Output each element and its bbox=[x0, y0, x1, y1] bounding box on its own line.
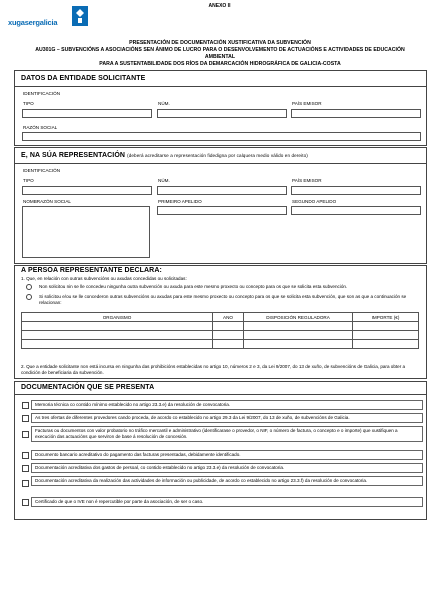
num-label: NÚM. bbox=[158, 178, 170, 183]
doc-checkbox-7[interactable] bbox=[22, 499, 29, 506]
num-field[interactable] bbox=[157, 109, 287, 118]
doc-item-4: Documento bancario acreditativo do pagamento das facturas presentadas, debidamente identificado. bbox=[31, 450, 423, 460]
num-field[interactable] bbox=[157, 186, 287, 195]
razon-label: RAZÓN SOCIAL bbox=[23, 125, 58, 130]
pais-field[interactable] bbox=[291, 186, 421, 195]
representacion-section bbox=[14, 147, 427, 264]
table-header-row bbox=[22, 313, 419, 322]
declara-section bbox=[14, 265, 427, 379]
logo-text: xugasergalicia bbox=[8, 18, 58, 27]
doc-checkbox-4[interactable] bbox=[22, 452, 29, 459]
section-title-text: E, NA SÚA REPRESENTACIÓN bbox=[21, 152, 126, 159]
option-yes-radio[interactable] bbox=[26, 294, 32, 300]
pais-field[interactable] bbox=[291, 109, 421, 118]
col-ano: ANO bbox=[213, 313, 244, 322]
option-no-radio[interactable] bbox=[26, 284, 32, 290]
doc-item-6: Documentación acreditativa da realización das actividades de información ou publicidade, de acordo co establecido no artigo 23.3.f) da resolución de convocatoria. bbox=[31, 476, 423, 486]
xunta-emblem-icon bbox=[72, 6, 88, 26]
doc-checkbox-1[interactable] bbox=[22, 402, 29, 409]
documentacion-section bbox=[14, 381, 427, 520]
doc-item-3: Facturas ou documentos con valor probatorio no tráfico mercantil e administrativo (identificarase o provedor, o NIF, o número de factura, o concepto e o importe) que xustifiquen a execución das actuacións que serviron de base á resolución de concesión. bbox=[31, 426, 423, 442]
doc-checkbox-3[interactable] bbox=[22, 431, 29, 438]
tipo-label: TIPO bbox=[23, 178, 34, 183]
title-line-2: AU301G – SUBVENCIÓNS A ASOCIACIÓNS SEN ÁNIMO DE LUCRO PARA O DESENVOLVEMENTO DE ACTUACIÓNS E ACTIVIDADES DE EDUCACIÓN AMBIENTAL bbox=[35, 47, 405, 60]
doc-item-2: As tres ofertas de diferentes provedores cando proceda, de acordo co establecido no artigo 29.3 da Lei 9/2007, do 13 de xuño, de subvencións de Galicia. bbox=[31, 413, 423, 423]
num-label: NÚM. bbox=[158, 101, 170, 106]
col-importe: IMPORTE (€) bbox=[353, 313, 419, 322]
doc-item-5: Documentación acreditativa dos gastos de persoal, co contido establecido no artigo 23.3.e) da resolución de convocatoria. bbox=[31, 463, 423, 473]
apelido1-label: PRIMEIRO APELIDO bbox=[158, 199, 202, 204]
option-no-label: Non solicitou nin se lle concedeu ningunha outra subvención ou axuda para este mesmo proxecto ou concepto para os que se solicita esta subvención. bbox=[39, 284, 348, 289]
question-1: 1. Que, en relación con outras subvencións ou axudas concedidas ou solicitadas: bbox=[21, 276, 187, 281]
apelido2-label: SEGUNDO APELIDO bbox=[292, 199, 337, 204]
section-title bbox=[21, 152, 308, 159]
solicitante-section bbox=[14, 70, 427, 146]
doc-checkbox-5[interactable] bbox=[22, 465, 29, 472]
section-title: A PERSOA REPRESENTANTE DECLARA: bbox=[21, 267, 162, 274]
option-yes-label: Si solicitou e/ou se lle concederon outras subvencións ou axudas para este mesmo proxecto ou concepto para os que se solicita esta subvención, que son as que a continuación se relacionan: bbox=[39, 294, 407, 305]
tipo-field[interactable] bbox=[22, 109, 152, 118]
document-title bbox=[20, 40, 420, 68]
apelido2-field[interactable] bbox=[291, 206, 421, 215]
table-row bbox=[22, 322, 419, 331]
identificacion-label: IDENTIFICACIÓN bbox=[23, 168, 61, 173]
doc-item-1: Memoria técnica co contido mínimo establecido no artigo 23.3.e) da resolución de convocatoria. bbox=[31, 400, 423, 410]
doc-checkbox-2[interactable] bbox=[22, 415, 29, 422]
nombre-label: NOMBRAZÓN SOCIAL bbox=[23, 199, 71, 204]
section-title: DOCUMENTACIÓN QUE SE PRESENTA bbox=[21, 384, 155, 391]
section-note: (deberá acreditarse a representación fidedigna por calquera medio válido en dereito) bbox=[127, 153, 308, 158]
annex-label: ANEXO II bbox=[208, 3, 231, 9]
question-2: 2. Que a entidade solicitante non está incursa en ningunha das prohibicións establecidas no artigo 10, números 2 e 3, da Lei 9/2007, do 13 de xuño, de subvencións de Galicia, para obter a condición de beneficiaria da subvención. bbox=[21, 364, 406, 375]
col-disposicion: DISPOSICIÓN REGULADORA bbox=[244, 313, 353, 322]
pais-label: PAÍS EMISOR bbox=[292, 178, 322, 183]
title-line-1: PRESENTACIÓN DE DOCUMENTACIÓN XUSTIFICATIVA DA SUBVENCIÓN bbox=[129, 40, 311, 46]
table-row bbox=[22, 331, 419, 340]
subsidies-table bbox=[21, 312, 419, 349]
pais-label: PAÍS EMISOR bbox=[292, 101, 322, 106]
table-row bbox=[22, 340, 419, 349]
tipo-label: TIPO bbox=[23, 101, 34, 106]
doc-item-7: Certificado de que o IVE non é repercutible por parte da asociación, de ser o caso. bbox=[31, 497, 423, 507]
doc-checkbox-6[interactable] bbox=[22, 480, 29, 487]
title-line-3: PARA A SUSTENTABILIDADE DOS RÍOS DA DEMARCACIÓN HIDROGRÁFICA DE GALICIA-COSTA bbox=[99, 61, 341, 67]
apelido1-field[interactable] bbox=[157, 206, 287, 215]
razon-field[interactable] bbox=[22, 132, 421, 141]
section-title: DATOS DA ENTIDADE SOLICITANTE bbox=[21, 75, 146, 82]
col-organismo: ORGANISMO bbox=[22, 313, 213, 322]
tipo-field[interactable] bbox=[22, 186, 152, 195]
identificacion-label: IDENTIFICACIÓN bbox=[23, 91, 61, 96]
nombre-box[interactable] bbox=[22, 206, 150, 258]
